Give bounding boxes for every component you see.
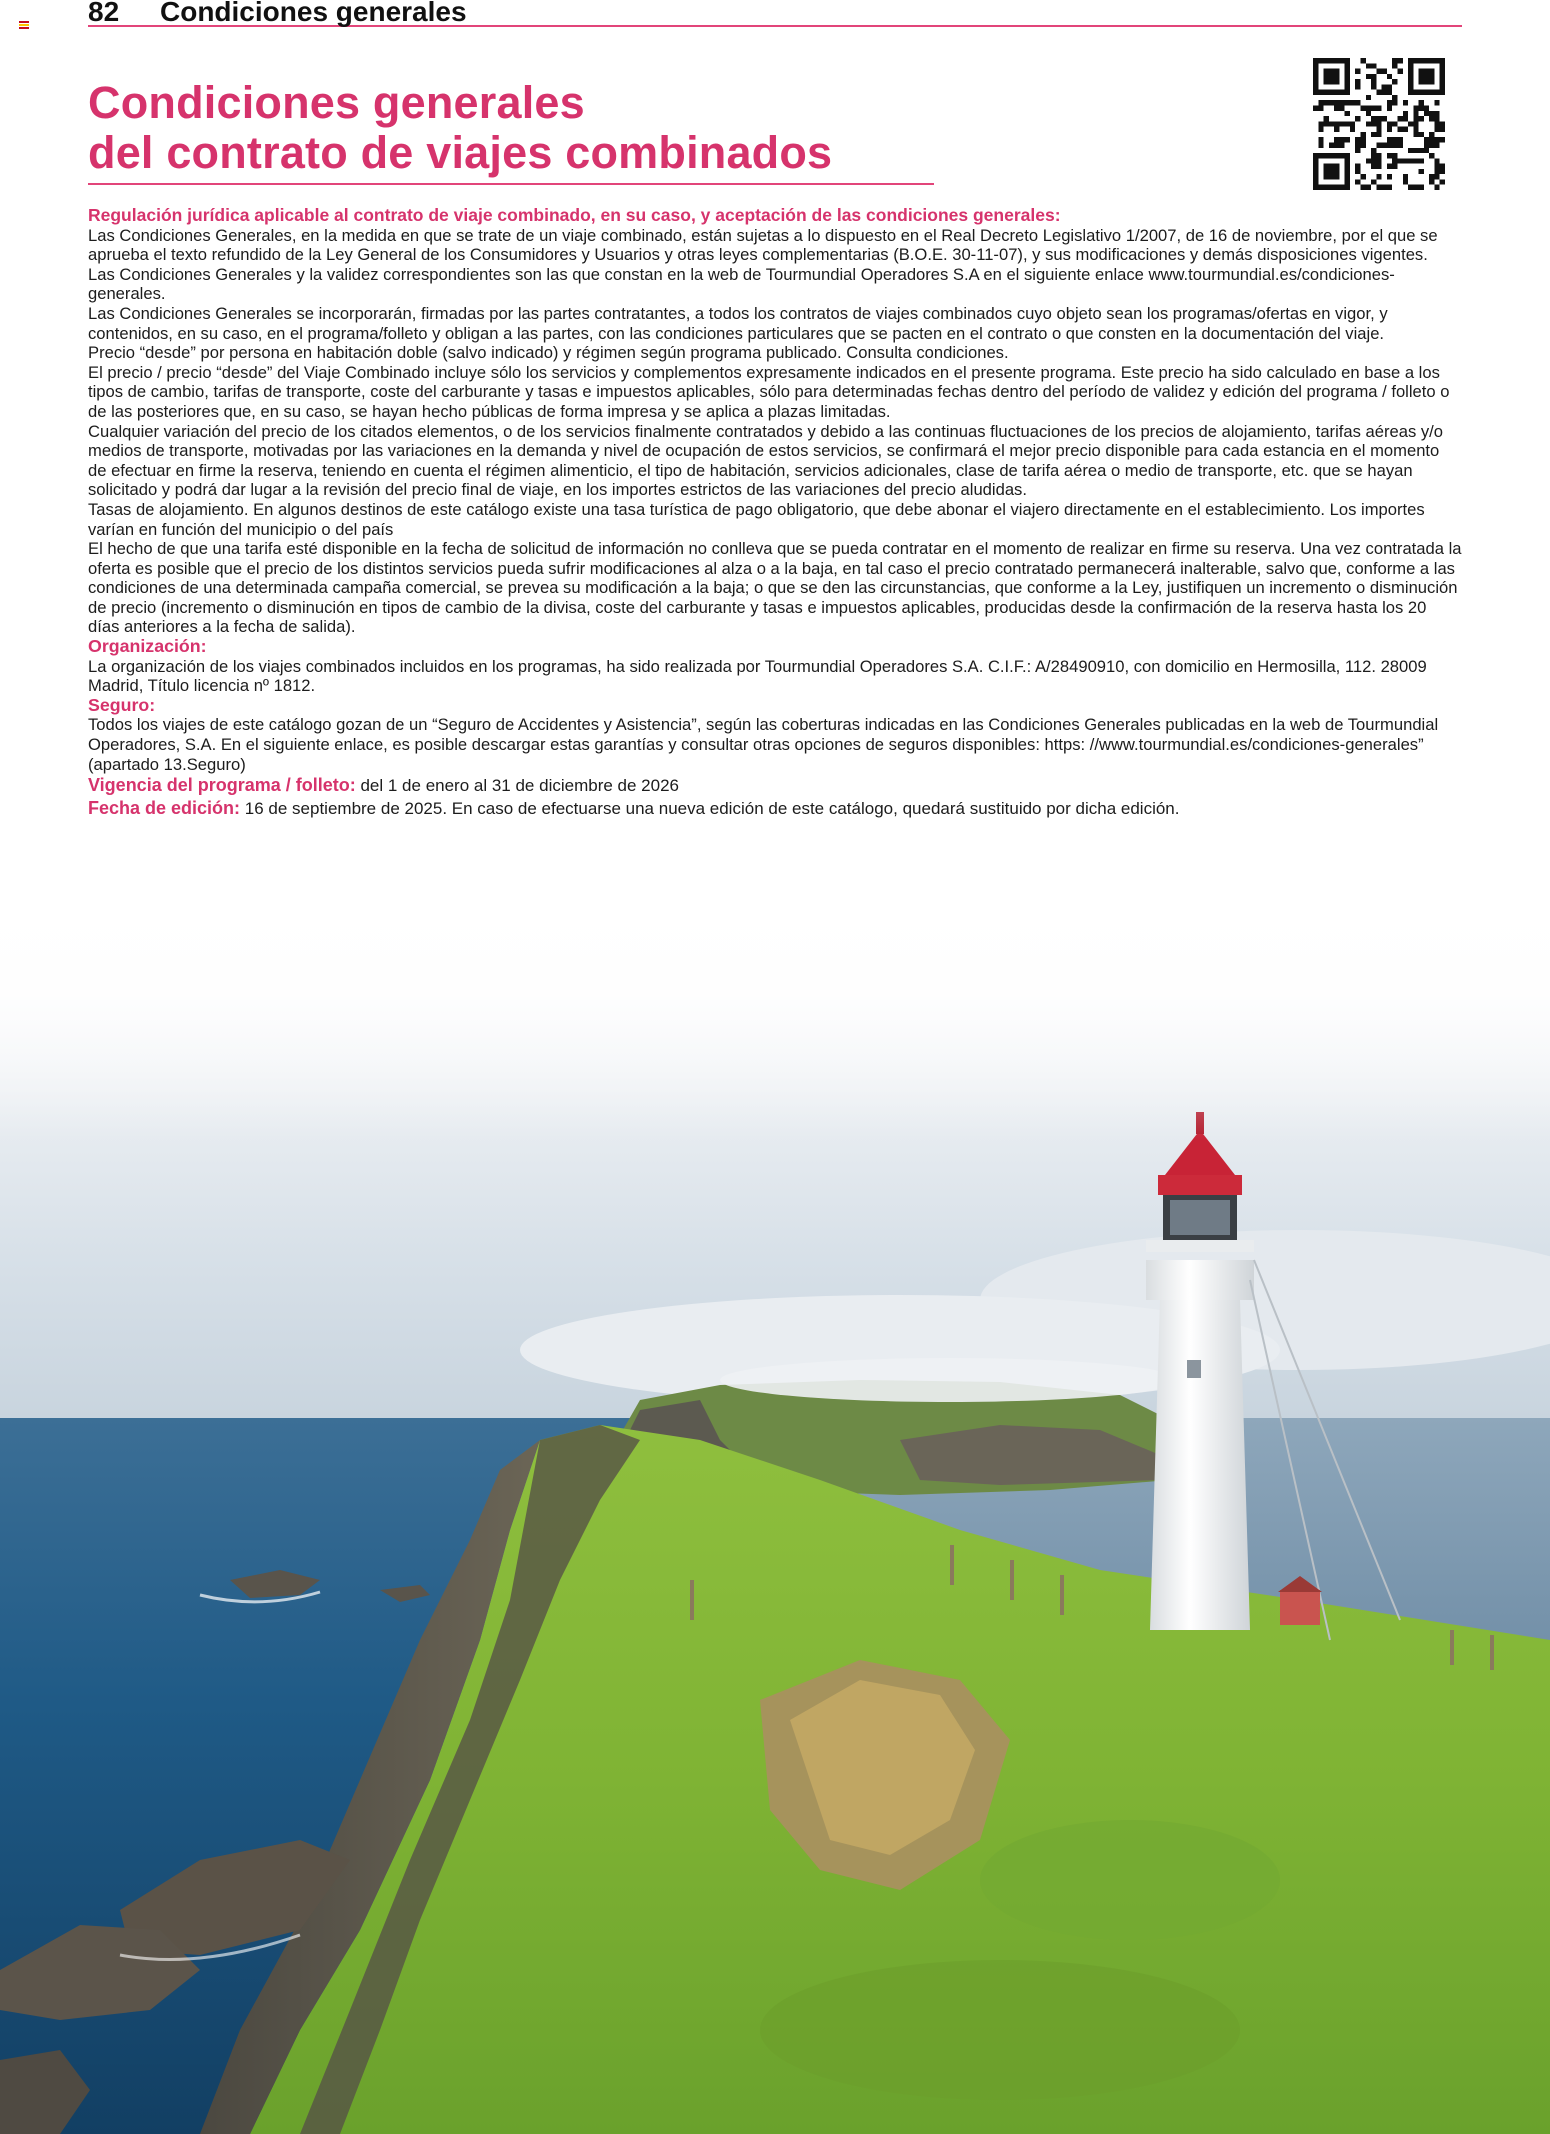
- edicion-label: Fecha de edición:: [88, 798, 241, 819]
- regulacion-heading: Regulación jurídica aplicable al contrato de viaje combinado, en su caso, y aceptación de las condiciones generales:: [88, 205, 1061, 225]
- page-number: 82: [88, 0, 120, 27]
- regulacion-paragraph: Las Condiciones Generales y la validez correspondientes son las que constan en la web de Tourmundial Operadores S.A en el siguiente enlace www.tourmundial.es/condiciones-generales.: [88, 264, 1395, 304]
- running-section-title: Condiciones generales: [160, 0, 467, 27]
- seguro-text: Todos los viajes de este catálogo gozan de un “Seguro de Accidentes y Asistencia”, según las coberturas indicadas en las Condiciones Generales publicadas en la web de Tourmundial Operadores, S.A. En el siguiente enlace, es posible descargar estas garantías y consultar otras opciones de seguros disponibles: https: //www.tourmundial.es/condiciones-generales” (apartado 13.Seguro): [88, 715, 1439, 774]
- page-title-line1: Condiciones generales: [88, 77, 585, 128]
- regulacion-paragraph: Las Condiciones Generales, en la medida en que se trate de un viaje combinado, están sujetas a lo dispuesto en el Real Decreto Legislativo 1/2007, de 16 de noviembre, por el que se aprueba el texto refundido de la Ley General de los Consumidores y Usuarios y otras leyes complementarias (B.O.E. 30-11-07), y sus modificaciones y demás disposiciones vigentes.: [88, 225, 1438, 265]
- regulacion-paragraph: El precio / precio “desde” del Viaje Combinado incluye sólo los servicios y complementos expresamente indicados en el presente programa. Este precio ha sido calculado en base a los tipos de cambio, tarifas de transporte, coste del carburante y tasas e impuestos aplicables, sólo para determinadas fechas dentro del período de validez y edición del programa / folleto o de las posteriores que, en su caso, se hayan hecho públicas de forma impresa y se aplica a plazas limitadas.: [88, 362, 1450, 421]
- page-title-line2: del contrato de viajes combinados: [88, 127, 833, 178]
- spain-flag-icon: [19, 21, 29, 29]
- seguro-heading: Seguro:: [88, 694, 156, 715]
- page-title: [88, 78, 934, 178]
- regulacion-paragraph: Cualquier variación del precio de los citados elementos, o de los servicios finalmente contratados y debido a las continuas fluctuaciones de los precios de alojamiento, tarifas aéreas y/o medios de transporte, motivadas por las variaciones en la demanda y nivel de ocupación de estos servicios, se confirmará el mejor precio disponible para cada estancia en el momento de efectuar en firme la reserva, teniendo en cuenta el régimen alimenticio, el tipo de habitación, servicios adicionales, clase de tarifa aérea o medio de transporte, etc. que se hayan solicitado y podrá dar lugar a la revisión del precio final de viaje, en los importes estrictos de las variaciones del precio aludidas.: [88, 421, 1443, 500]
- regulacion-paragraph: El hecho de que una tarifa esté disponible en la fecha de solicitud de información no conlleva que se pueda contratar en el momento de realizar en firme su reserva. Una vez contratada la oferta es posible que el precio de los distintos servicios pueda sufrir modificaciones al alza o a la baja, en tal caso el precio contratado permanecerá inalterable, salvo que, conforme a las condiciones de una determinada campaña comercial, se prevea su modificación a la baja; o que se den las circunstancias, que conforme a la Ley, justifiquen un incremento o disminución de precio (incremento o disminución en tipos de cambio de la divisa, coste del carburante y tasas e impuestos aplicables, producidas desde la confirmación de la reserva hasta los 20 días anteriores a la fecha de salida).: [88, 539, 1462, 637]
- organizacion-heading: Organización:: [88, 636, 207, 657]
- qr-code-icon[interactable]: [1313, 58, 1445, 190]
- regulacion-paragraph: Precio “desde” por persona en habitación doble (salvo indicado) y régimen según programa publicado. Consulta condiciones.: [88, 343, 1009, 363]
- edicion-text: 16 de septiembre de 2025. En caso de efectuarse una nueva edición de este catálogo, quedará sustituido por dicha edición.: [244, 799, 1180, 819]
- page-header: [88, 0, 1462, 27]
- edicion-row: [88, 797, 1462, 820]
- title-underline: [88, 183, 934, 185]
- vigencia-label: Vigencia del programa / folleto:: [88, 775, 356, 796]
- vigencia-row: [88, 774, 1462, 797]
- vigencia-text: del 1 de enero al 31 de diciembre de 2026: [360, 776, 679, 796]
- regulacion-paragraph: Las Condiciones Generales se incorporarán, firmadas por las partes contratantes, a todos los contratos de viajes combinados cuyo objeto sean los programas/ofertas en vigor, y contenidos, en su caso, en el programa/folleto y obligan a las partes, con las condiciones particulares que se pacten en el contrato o que consten en la documentación del viaje.: [88, 303, 1388, 343]
- organizacion-text: La organización de los viajes combinados incluidos en los programas, ha sido realizada por Tourmundial Operadores S.A. C.I.F.: A/28490910, con domicilio en Hermosilla, 112. 28009 Madrid, Título licencia nº 1812.: [88, 656, 1427, 696]
- conditions-body: [88, 206, 1462, 820]
- regulacion-paragraph: Tasas de alojamiento. En algunos destinos de este catálogo existe una tasa turística de pago obligatorio, que debe abonar el viajero directamente en el establecimiento. Los importes varían en función del municipio o del país: [88, 499, 1425, 539]
- photo-top-fade: [0, 880, 1550, 1140]
